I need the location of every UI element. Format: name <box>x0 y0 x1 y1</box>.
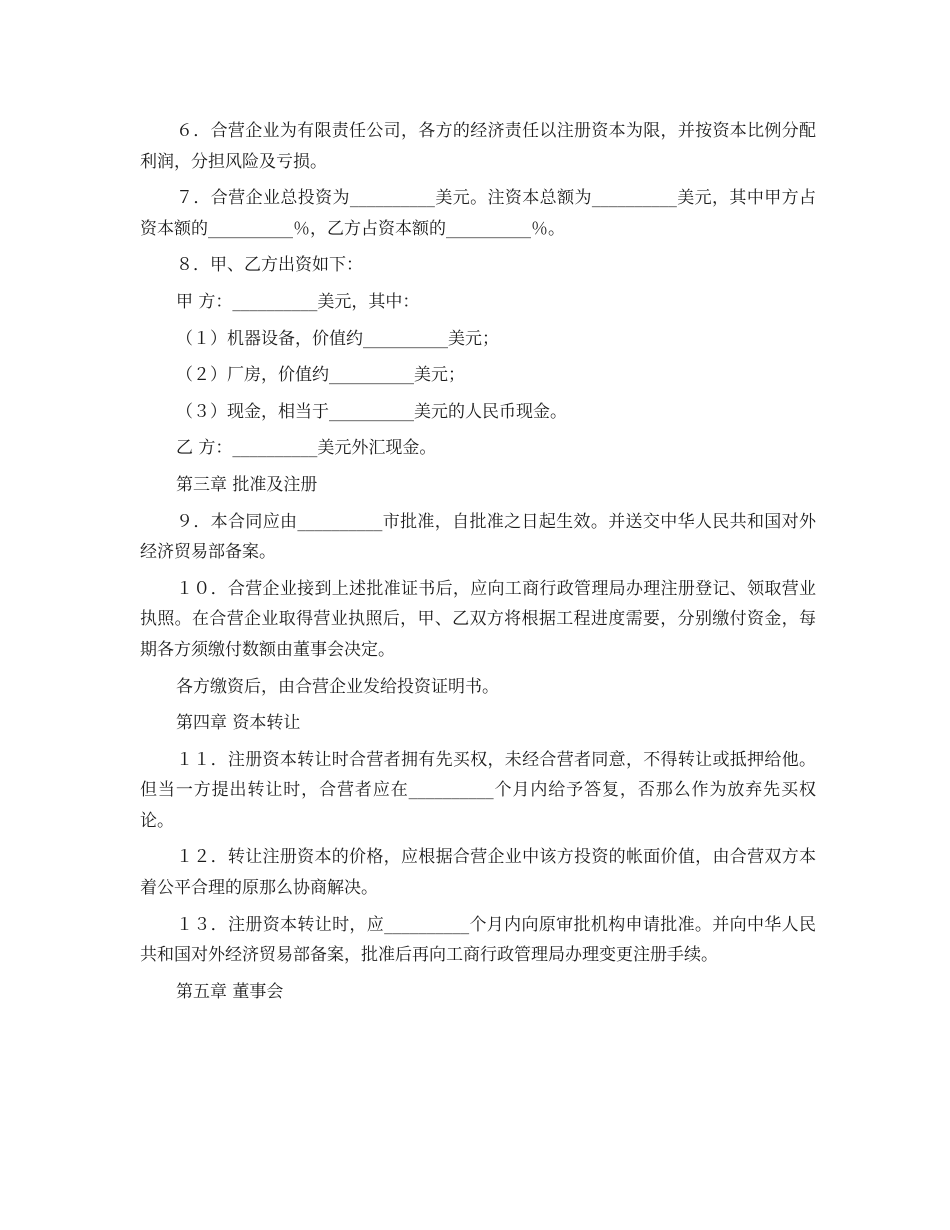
party-a-contribution: 甲 方：__________美元，其中： <box>176 291 420 312</box>
clause-10: １０．合营企业接到上述批准证书后，应向工商行政管理局办理注册登记、领取营业执照。在合营企业取得营业执照后，甲、乙双方将根据工程进度需要，分别缴付资金，每期各方须缴付数额由董事会决定。 <box>140 578 816 660</box>
chapter-3-heading: 第三章 批准及注册 <box>176 474 318 495</box>
chapter-4-heading: 第四章 资本转让 <box>176 713 301 734</box>
clause-11: １１．注册资本转让时合营者拥有先买权，未经合营者同意，不得转让或抵押给他。但当一方提出转让时，合营者应在__________个月内给予答复，否那么作为放弃先买权论。 <box>140 749 816 831</box>
party-b-contribution: 乙 方：__________美元外汇现金。 <box>176 438 437 459</box>
document-body <box>140 116 816 1013</box>
chapter-5-heading: 第五章 董事会 <box>176 981 284 1002</box>
clause-13: １３．注册资本转让时，应__________个月内向原审批机构申请批准。并向中华人民共和国对外经济贸易部备案，批准后再向工商行政管理局办理变更注册手续。 <box>140 914 816 966</box>
clause-6: ６．合营企业为有限责任公司，各方的经济责任以注册资本为限，并按资本比例分配利润，分担风险及亏损。 <box>140 121 816 172</box>
clause-9: ９．本合同应由__________市批准，自批准之日起生效。并送交中华人民共和国对外经济贸易部备案。 <box>140 511 816 563</box>
clause-7: ７．合营企业总投资为__________美元。注资本总额为__________美元，其中甲方占资本额的__________％，乙方占资本额的__________％。 <box>140 188 816 239</box>
party-a-item-1: （１）机器设备，价值约__________美元； <box>176 328 499 349</box>
investment-certificate-note: 各方缴资后，由合营企业发给投资证明书。 <box>176 676 499 697</box>
party-a-item-3: （３）现金，相当于__________美元的人民币现金。 <box>176 401 567 422</box>
clause-12: １２．转让注册资本的价格，应根据合营企业中该方投资的帐面价值，由合营双方本着公平合理的原那么协商解决。 <box>140 847 816 899</box>
party-a-item-2: （２）厂房，价值约__________美元； <box>176 365 465 386</box>
clause-8: ８．甲、乙方出资如下： <box>176 255 363 276</box>
